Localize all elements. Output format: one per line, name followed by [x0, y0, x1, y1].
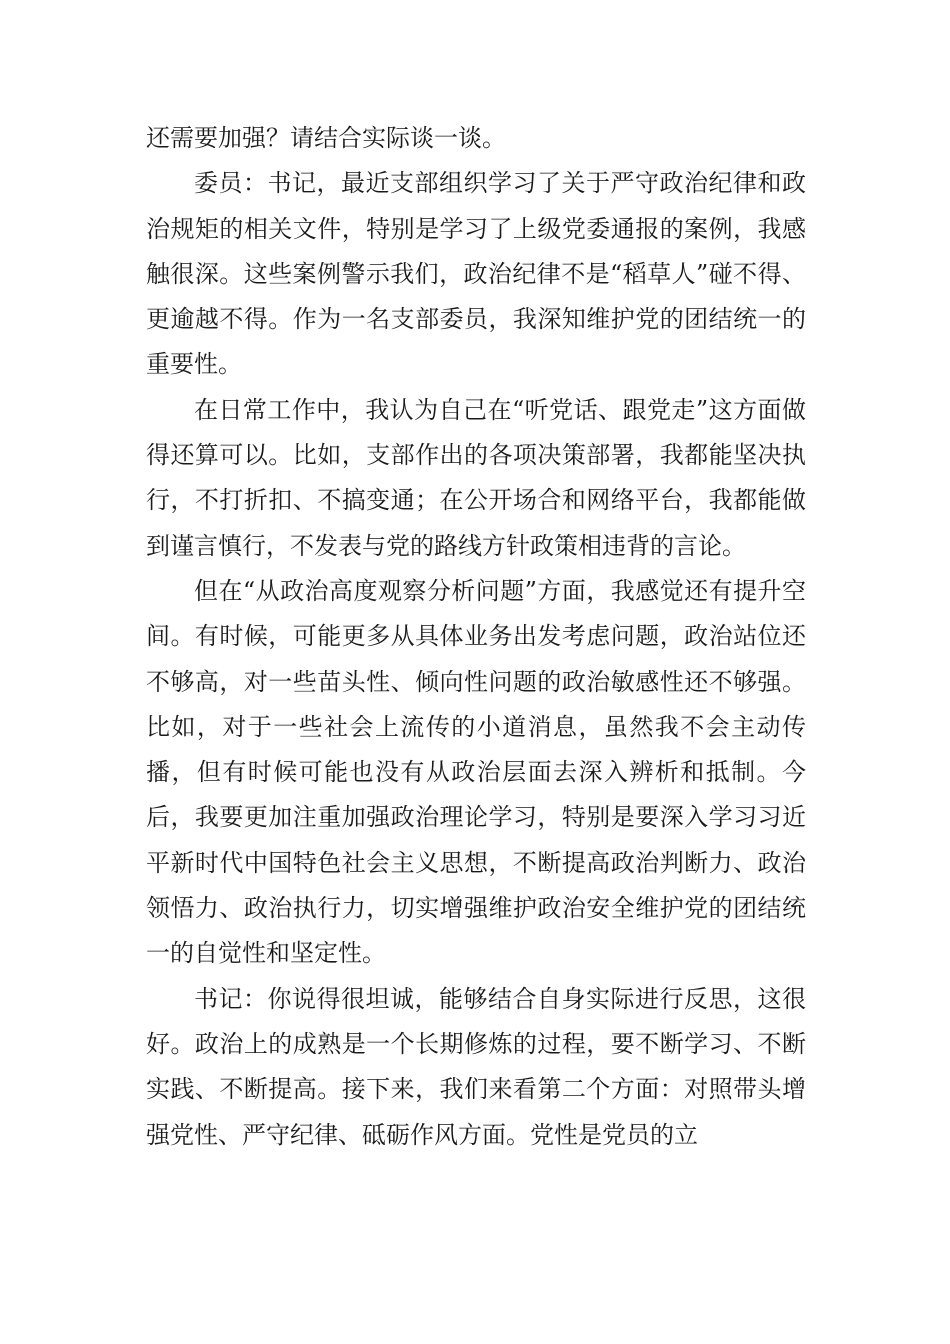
paragraph-1: 还需要加强？请结合实际谈一谈。: [146, 124, 506, 152]
paragraph-2: 委员：书记，最近支部组织学习了关于严守政治纪律和政治规矩的相关文件，特别是学习了上级党委通报的案例，我感触很深。这些案例警示我们，政治纪律不是“稻草人”碰不得、更逾越不得。作为一名支部委员，我深知维护党的团结统一的重要性。: [146, 169, 806, 379]
document-page: [146, 116, 806, 1158]
paragraph-4: 但在“从政治高度观察分析问题”方面，我感觉还有提升空间。有时候，可能更多从具体业务出发考虑问题，政治站位还不够高，对一些苗头性、倾向性问题的政治敏感性还不够强。比如，对于一些社会上流传的小道消息，虽然我不会主动传播，但有时候可能也没有从政治层面去深入辨析和抵制。今后，我要更加注重加强政治理论学习，特别是要深入学习习近平新时代中国特色社会主义思想，不断提高政治判断力、政治领悟力、政治执行力，切实增强维护政治安全维护党的团结统一的自觉性和坚定性。: [146, 576, 806, 968]
paragraph-3: 在日常工作中，我认为自己在“听党话、跟党走”这方面做得还算可以。比如，支部作出的各项决策部署，我都能坚决执行，不打折扣、不搞变通；在公开场合和网络平台，我都能做到谨言慎行，不发表与党的路线方针政策相违背的言论。: [146, 395, 806, 560]
paragraph-5: 书记：你说得很坦诚，能够结合自身实际进行反思，这很好。政治上的成熟是一个长期修炼的过程，要不断学习、不断实践、不断提高。接下来，我们来看第二个方面：对照带头增强党性、严守纪律、砥砺作风方面。党性是党员的立: [146, 984, 806, 1149]
